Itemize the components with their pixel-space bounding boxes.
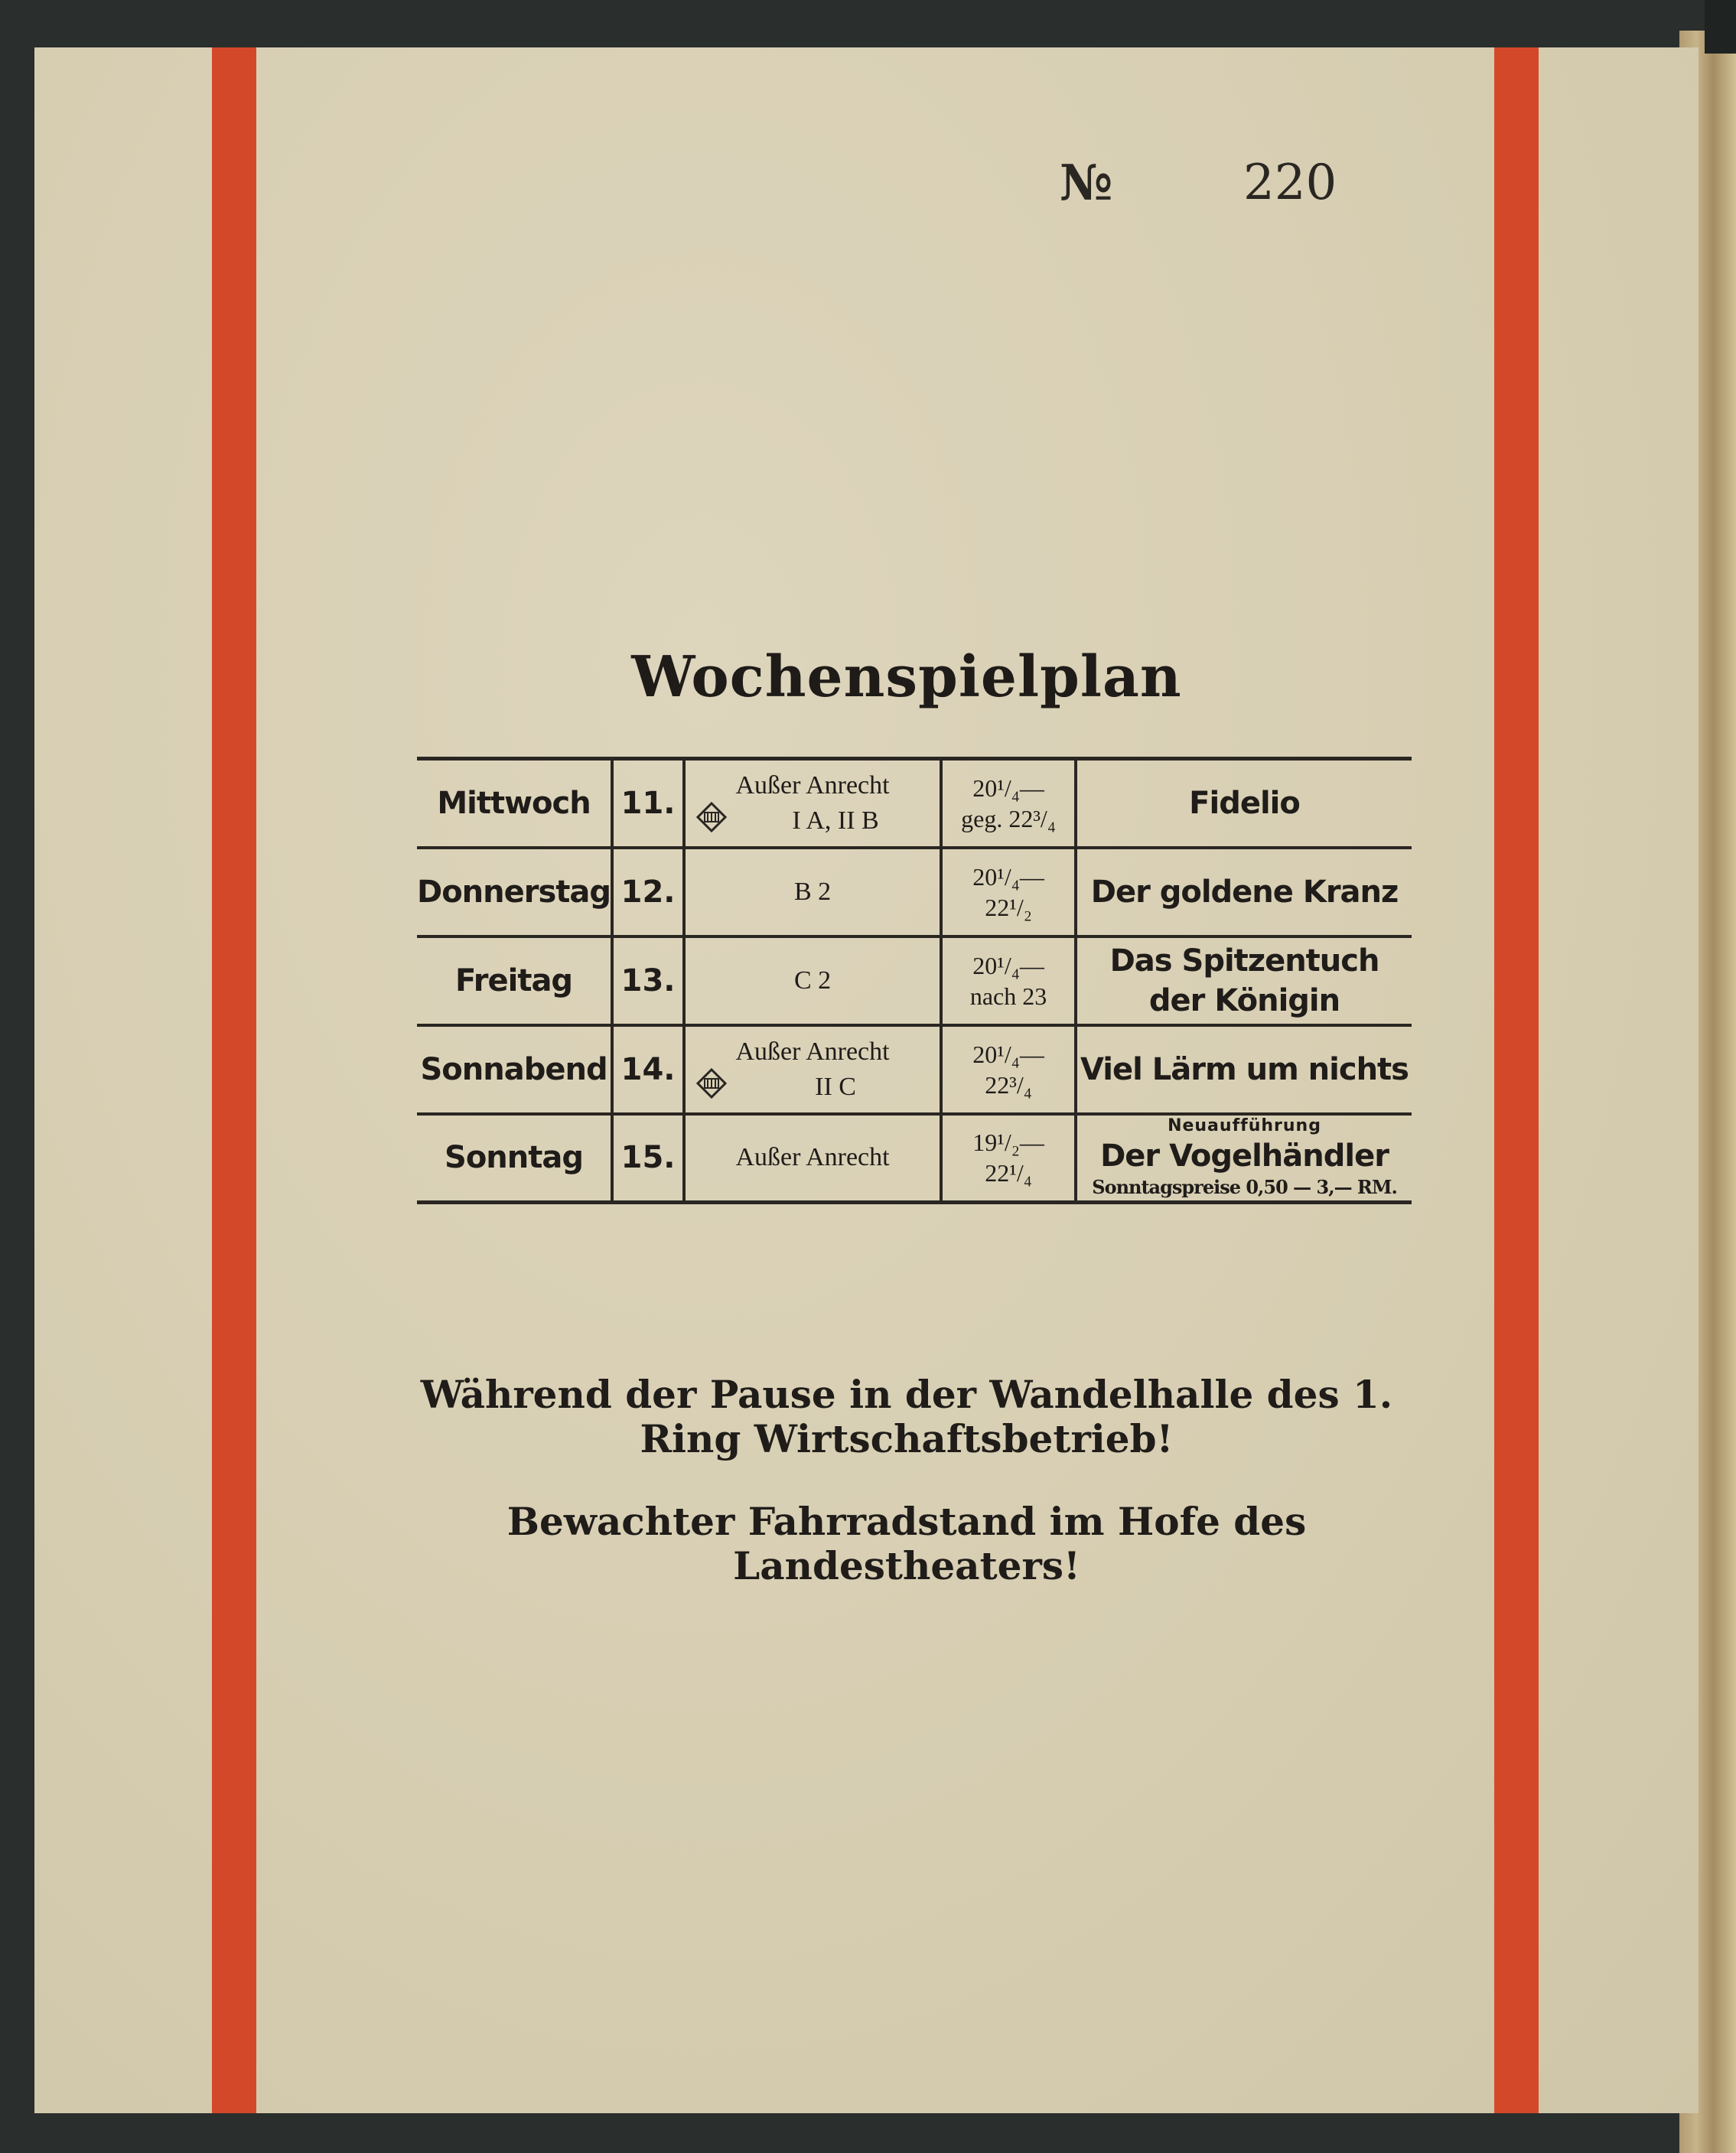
emblem-icon — [696, 802, 727, 832]
subscription-line2: I A, II B — [792, 806, 879, 835]
play-cell — [1076, 936, 1412, 1025]
time-cell — [941, 759, 1076, 848]
subscription-cell — [684, 848, 941, 936]
page-title: Wochenspielplan — [631, 644, 1182, 710]
schedule-row — [417, 759, 1412, 848]
subscription-line1: Außer Anrecht — [735, 770, 890, 800]
day-cell: Mittwoch — [417, 759, 612, 848]
time-start: 20¹/₄— — [972, 1040, 1044, 1068]
subscription-cell — [684, 936, 941, 1025]
subscription-cell — [684, 1114, 941, 1203]
date-cell: 14. — [612, 1025, 684, 1114]
emblem-icon — [696, 1068, 727, 1099]
date-cell: 13. — [612, 936, 684, 1025]
play-title: Das Spitzentuch der Königin — [1109, 943, 1379, 1018]
program-page — [34, 47, 1699, 2113]
schedule-row — [417, 1114, 1412, 1203]
weekly-schedule-table — [417, 757, 1412, 1204]
subscription-cell — [684, 1025, 941, 1114]
time-end: 22¹/₄ — [985, 1159, 1032, 1187]
time-end: nach 23 — [969, 982, 1047, 1010]
left-red-stripe — [212, 47, 256, 2113]
play-price-note: Sonntagspreise 0,50 — 3,— RM. — [1092, 1176, 1397, 1199]
play-cell — [1076, 1114, 1412, 1203]
time-cell — [941, 1114, 1076, 1203]
notice-intermission: Während der Pause in der Wandelhalle des 1. Ring Wirtschaftsbetrieb! — [420, 1372, 1393, 1461]
play-cell — [1076, 1025, 1412, 1114]
day-cell: Sonnabend — [417, 1025, 612, 1114]
subscription-line1: B 2 — [793, 877, 832, 906]
subscription-line2: II C — [815, 1072, 856, 1101]
time-start: 20¹/₄— — [972, 774, 1044, 802]
play-cell — [1076, 848, 1412, 936]
play-title: Der goldene Kranz — [1090, 874, 1399, 910]
number-sign: № — [1060, 155, 1113, 212]
right-red-stripe — [1494, 47, 1539, 2113]
time-end: 22³/₄ — [985, 1070, 1032, 1099]
time-cell — [941, 848, 1076, 936]
time-start: 20¹/₄— — [972, 862, 1044, 891]
page-number — [1060, 155, 1412, 212]
time-cell — [941, 1025, 1076, 1114]
time-start: 20¹/₄— — [972, 951, 1044, 979]
time-end: geg. 22³/₄ — [961, 804, 1056, 832]
date-cell: 12. — [612, 848, 684, 936]
play-premiere-label: Neuaufführung — [1168, 1116, 1321, 1136]
background-corner — [1705, 0, 1736, 54]
day-cell: Freitag — [417, 936, 612, 1025]
number-value: 220 — [1243, 155, 1337, 211]
date-cell: 11. — [612, 759, 684, 848]
subscription-line1: C 2 — [793, 966, 832, 995]
time-start: 19¹/₂— — [972, 1129, 1044, 1157]
day-cell: Donnerstag — [417, 848, 612, 936]
subscription-cell — [684, 759, 941, 848]
schedule-row — [417, 848, 1412, 936]
date-cell: 15. — [612, 1114, 684, 1203]
play-cell — [1076, 759, 1412, 848]
play-title: Fidelio — [1189, 785, 1300, 821]
time-cell — [941, 936, 1076, 1025]
schedule-row — [417, 936, 1412, 1025]
play-title: Der Vogelhändler — [1100, 1138, 1389, 1174]
schedule-row — [417, 1025, 1412, 1114]
time-end: 22¹/₂ — [985, 893, 1032, 921]
day-cell: Sonntag — [417, 1114, 612, 1203]
notice-bicycle: Bewachter Fahrradstand im Hofe des Landestheaters! — [506, 1499, 1307, 1588]
subscription-line1: Außer Anrecht — [735, 1037, 890, 1066]
play-title: Viel Lärm um nichts — [1080, 1051, 1409, 1087]
subscription-line1: Außer Anrecht — [735, 1143, 890, 1172]
